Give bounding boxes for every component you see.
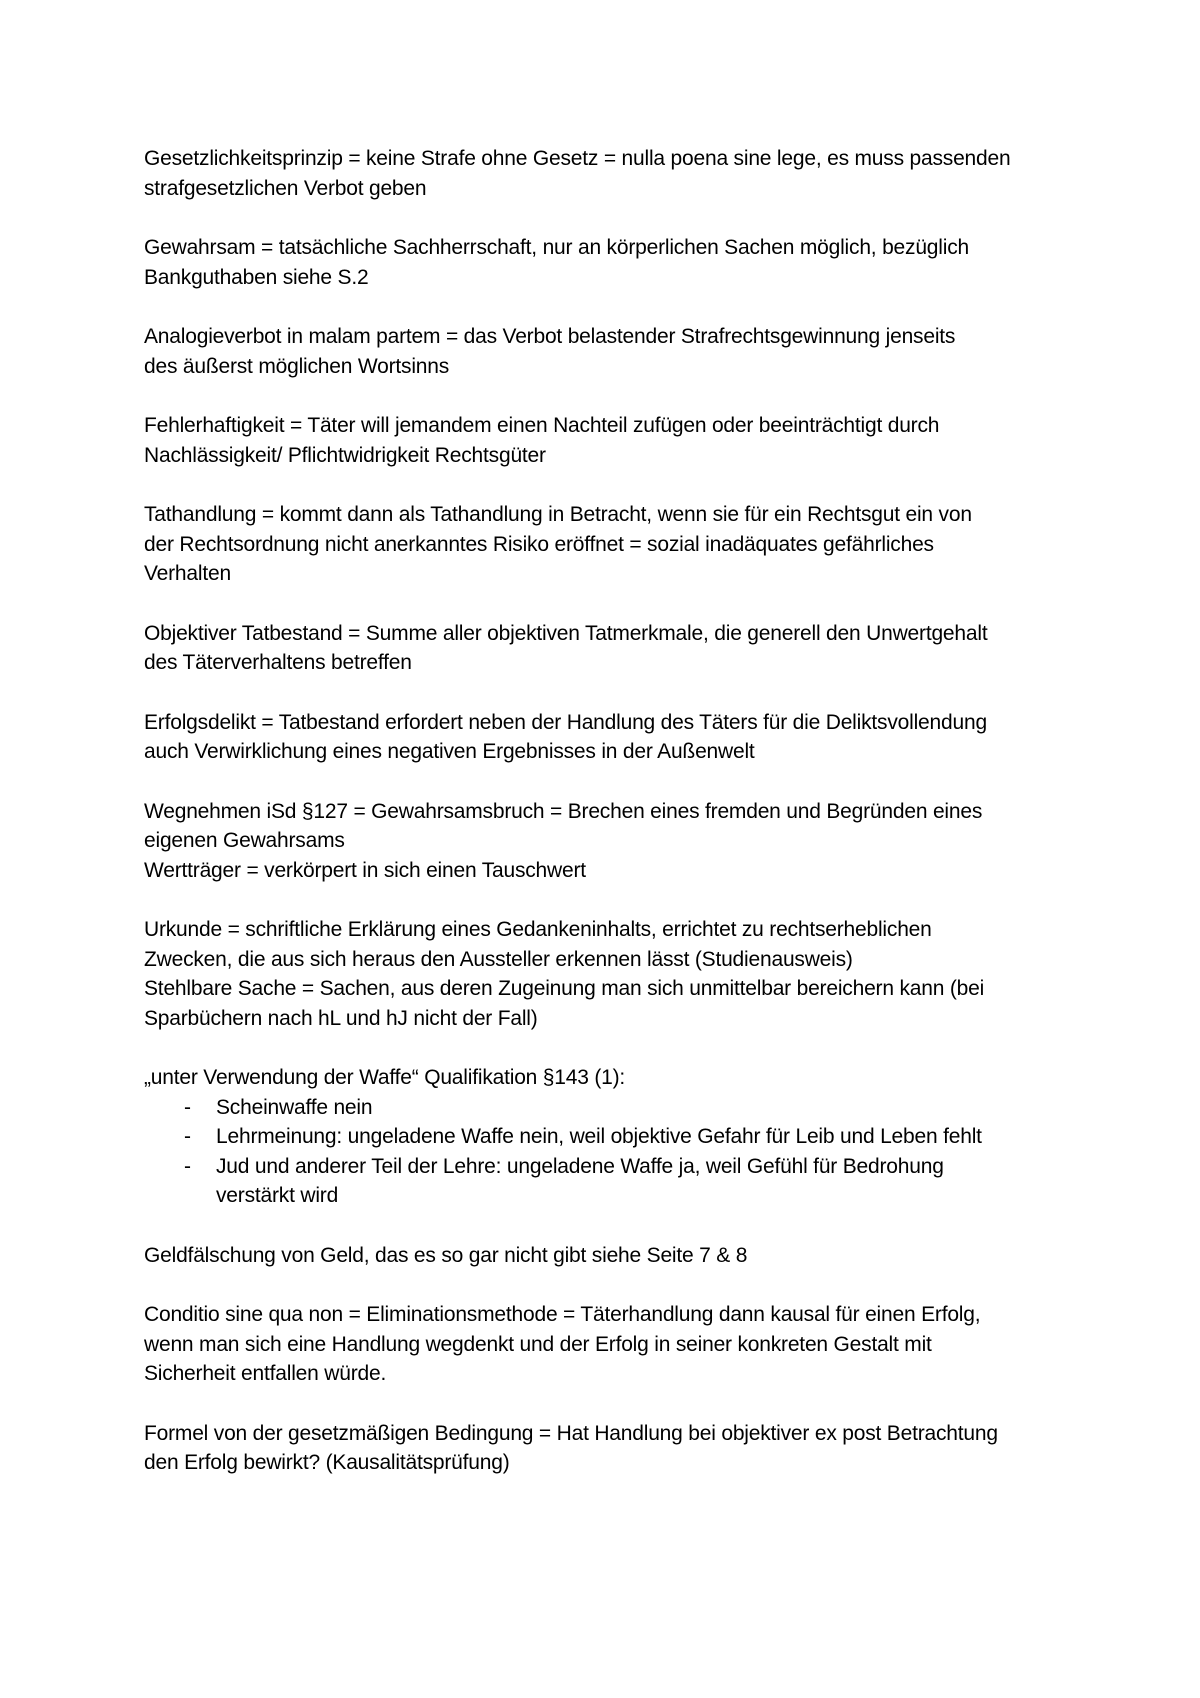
definition-paragraph [144,1419,1074,1478]
bullet-list [144,1093,1074,1211]
text-line: Verhalten [144,562,231,585]
text-line: Nachlässigkeit/ Pflichtwidrigkeit Rechtsgüter [144,443,546,467]
list-item-text: Jud und anderer Teil der Lehre: ungeladene Waffe ja, weil Gefühl für Bedrohung [216,1154,944,1178]
text-line: Sicherheit entfallen würde. [144,1362,387,1385]
text-line: des Täterverhaltens betreffen [144,651,412,674]
definition-paragraph [144,1300,1074,1389]
text-line: Formel von der gesetzmäßigen Bedingung = Hat Handlung bei objektiver ex post Betrachtung [144,1421,998,1445]
text-line: Stehlbare Sache = Sachen, aus deren Zugeinung man sich unmittelbar bereichern kann (bei [144,977,985,1000]
definition-paragraph [144,233,1074,292]
list-item [144,1093,1074,1123]
list-item-text: Scheinwaffe nein [216,1095,373,1119]
text-line: Conditio sine qua non = Eliminationsmethode = Täterhandlung dann kausal für einen Erfolg, [144,1303,981,1326]
text-line: Gesetzlichkeitsprinzip = keine Strafe ohne Gesetz = nulla poena sine lege, es muss passenden [144,147,1011,170]
text-line: wenn man sich eine Handlung wegdenkt und der Erfolg in seiner konkreten Gestalt mit [144,1332,932,1356]
definition-paragraph [144,1241,1074,1271]
list-item [144,1152,1074,1211]
definition-paragraph [144,144,1074,203]
text-line: der Rechtsordnung nicht anerkanntes Risiko eröffnet = sozial inadäquates gefährliches [144,532,934,556]
document-body [144,144,1074,1508]
definition-paragraph [144,619,1074,678]
text-line: Tathandlung = kommt dann als Tathandlung in Betracht, wenn sie für ein Rechtsgut ein von [144,503,972,526]
bullet-dash: - [184,1154,191,1178]
text-line: Wegnehmen iSd §127 = Gewahrsamsbruch = Brechen eines fremden und Begründen eines [144,799,983,823]
text-line: Analogieverbot in malam partem = das Verbot belastender Strafrechtsgewinnung jenseits [144,325,956,348]
definition-paragraph [144,915,1074,1033]
text-line: eigenen Gewahrsams [144,829,345,852]
text-line: Urkunde = schriftliche Erklärung eines Gedankeninhalts, errichtet zu rechtserheblichen [144,918,932,941]
text-line: Sparbüchern nach hL und hJ nicht der Fall) [144,1006,538,1030]
text-line: auch Verwirklichung eines negativen Ergebnisses in der Außenwelt [144,740,755,763]
text-line: Objektiver Tatbestand = Summe aller objektiven Tatmerkmale, die generell den Unwertgehalt [144,621,988,645]
bullet-dash: - [184,1095,191,1119]
text-line: Erfolgsdelikt = Tatbestand erfordert neben der Handlung des Täters für die Deliktsvollendung [144,710,987,734]
text-line: des äußerst möglichen Wortsinns [144,354,450,378]
text-line: Bankguthaben siehe S.2 [144,265,369,289]
text-line: strafgesetzlichen Verbot geben [144,176,427,200]
list-heading: „unter Verwendung der Waffe“ Qualifikation §143 (1): [144,1066,626,1089]
definition-paragraph [144,411,1074,470]
list-item [144,1122,1074,1152]
definition-paragraph [144,322,1074,381]
text-line: Geldfälschung von Geld, das es so gar nicht gibt siehe Seite 7 & 8 [144,1243,748,1267]
list-item-text: Lehrmeinung: ungeladene Waffe nein, weil objektive Gefahr für Leib und Leben fehlt [216,1125,982,1148]
text-line: Fehlerhaftigkeit = Täter will jemandem einen Nachteil zufügen oder beeinträchtigt durch [144,414,940,437]
bullet-dash: - [184,1125,191,1148]
definition-paragraph [144,500,1074,589]
text-line: den Erfolg bewirkt? (Kausalitätsprüfung) [144,1451,510,1474]
list-item-text: verstärkt wird [216,1184,339,1207]
text-line: Gewahrsam = tatsächliche Sachherrschaft, nur an körperlichen Sachen möglich, bezüglich [144,236,969,259]
definition-paragraph [144,708,1074,767]
text-line: Zwecken, die aus sich heraus den Aussteller erkennen lässt (Studienausweis) [144,947,853,971]
text-line: Wertträger = verkörpert in sich einen Tauschwert [144,858,586,882]
list-block [144,1063,1074,1211]
definition-paragraph [144,797,1074,886]
